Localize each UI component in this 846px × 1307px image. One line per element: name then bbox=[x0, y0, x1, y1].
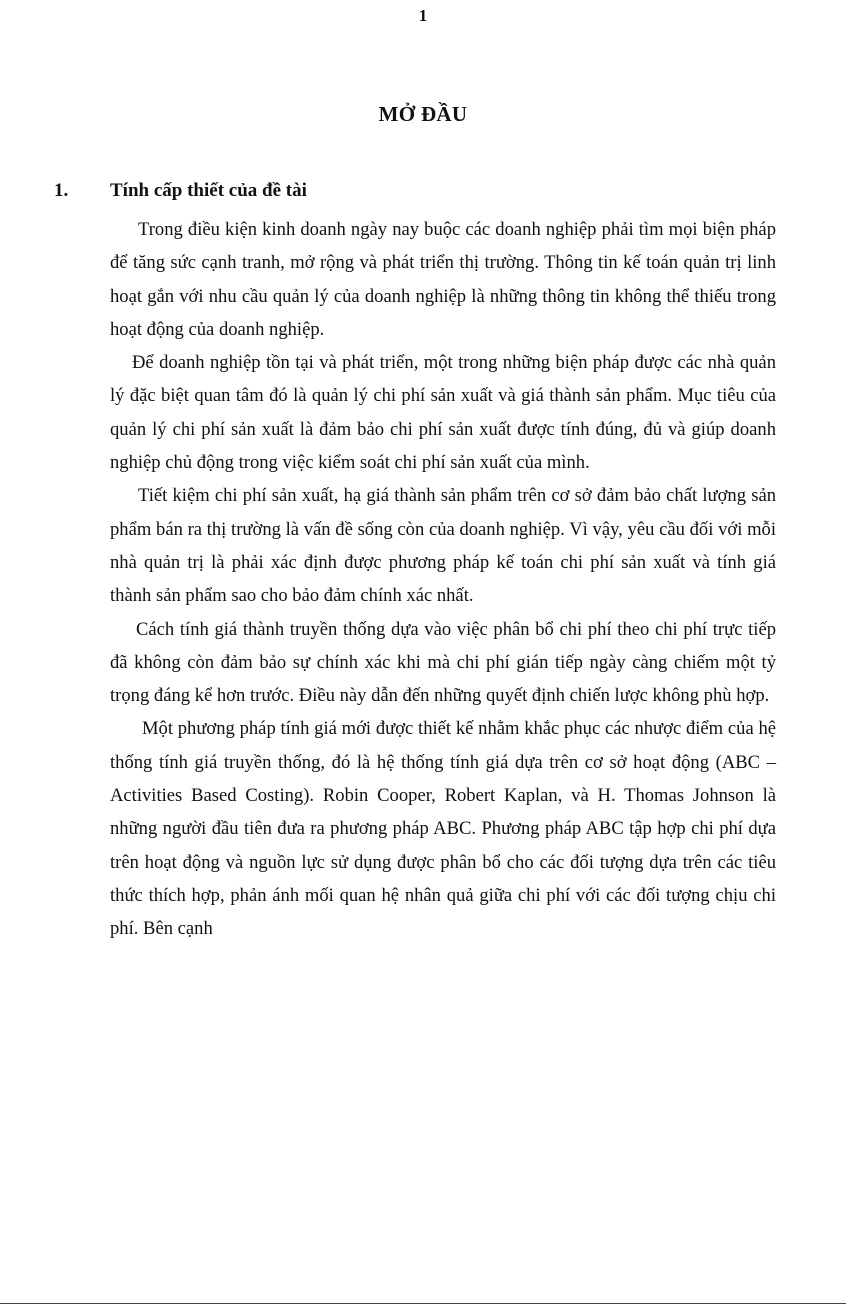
section-number: 1. bbox=[54, 180, 69, 201]
paragraph: Để doanh nghiệp tồn tại và phát triển, một trong những biện pháp được các nhà quản lý đặc biệt quan tâm đó là quản lý chi phí sản xuất và giá thành sản phẩm. Mục tiêu của quản lý chi phí sản xuất là đảm bảo chi phí sản xuất được tính đúng, đủ và giúp doanh nghiệp chủ động trong việc kiểm soát chi phí sản xuất của mình. bbox=[110, 352, 776, 474]
paragraph: Tiết kiệm chi phí sản xuất, hạ giá thành sản phẩm trên cơ sở đảm bảo chất lượng sản phẩm bán ra thị trường là vấn đề sống còn của doanh nghiệp. Vì vậy, yêu cầu đối với mỗi nhà quản trị là phải xác định được phương pháp kế toán chi phí sản xuất và tính giá thành sản phẩm sao cho bảo đảm chính xác nhất. bbox=[110, 485, 776, 607]
body-text bbox=[110, 213, 776, 946]
paragraph: Cách tính giá thành truyền thống dựa vào việc phân bổ chi phí theo chi phí trực tiếp đã không còn đảm bảo sự chính xác khi mà chi phí gián tiếp ngày càng chiếm một tỷ trọng đáng kể hơn trước. Điều này dẫn đến những quyết định chiến lược không phù hợp. bbox=[110, 618, 776, 707]
paragraph: Trong điều kiện kinh doanh ngày nay buộc các doanh nghiệp phải tìm mọi biện pháp để tăng sức cạnh tranh, mở rộng và phát triển thị trường. Thông tin kế toán quản trị linh hoạt gắn với nhu cầu quản lý của doanh nghiệp là những thông tin không thể thiếu trong hoạt động của doanh nghiệp. bbox=[110, 219, 776, 340]
paragraph: Một phương pháp tính giá mới được thiết kế nhằm khắc phục các nhược điểm của hệ thống tính giá truyền thống, đó là hệ thống tính giá dựa trên cơ sở hoạt động (ABC – Activities Based Costing). Robin Cooper, Robert Kaplan, và H. Thomas Johnson là những người đầu tiên đưa ra phương pháp ABC. Phương pháp ABC tập hợp chi phí dựa trên hoạt động và nguồn lực sử dụng được phân bổ cho các đối tượng dựa trên các tiêu thức thích hợp, phản ánh mối quan hệ nhân quả giữa chi phí với các đối tượng chịu chi phí. Bên cạnh bbox=[110, 718, 776, 940]
section-heading bbox=[54, 180, 307, 202]
section-heading-text: Tính cấp thiết của đề tài bbox=[110, 180, 307, 201]
page-number: 1 bbox=[418, 6, 428, 25]
page-bottom-rule bbox=[0, 1303, 846, 1304]
page-title: MỞ ĐẦU bbox=[378, 102, 468, 126]
